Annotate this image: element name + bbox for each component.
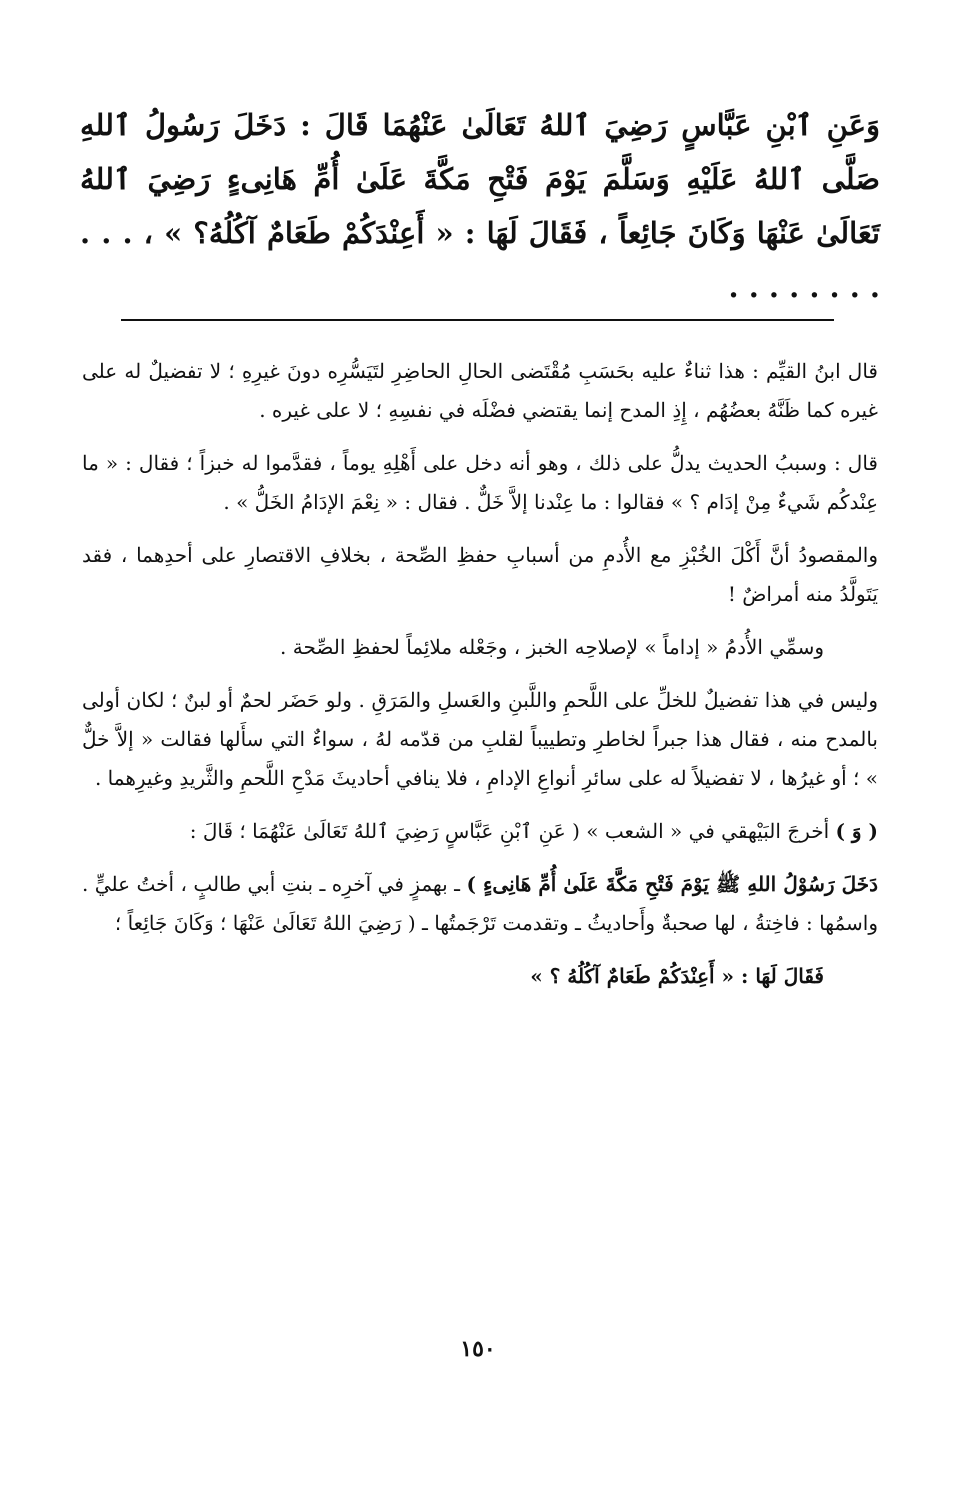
footnote-divider bbox=[121, 319, 834, 321]
sharh-paragraph-2 bbox=[82, 865, 878, 943]
sharh-lead-3: فَقَالَ لَهَا : « أَعِنْدَكُمْ طَعَامٌ آكُلُهُ ؟ » bbox=[530, 964, 824, 988]
sharh-text-2: ـ بهمزٍ في آخرِه ـ بنتِ أبي طالبٍ ، أختُ عليٍّ . واسمُها : فاخِتةُ ، لها صحبةٌ وأَحاديثُ ـ وتقدمت تَرْجَمتُها ـ ( رَضِيَ اللهُ تَعَالَىٰ عَنْهَا ؛ وَكَانَ جَائِعاً ؛ bbox=[82, 872, 878, 935]
sharh-lead-1: ( وَ ) bbox=[835, 819, 878, 843]
sharh-paragraph-3 bbox=[82, 957, 878, 996]
commentary-paragraph-4: وسمِّي الأُدمُ « إداماً » لإصلاحِه الخبز ، وجَعْله ملائِماً لحفظِ الصِّحة . bbox=[280, 635, 824, 659]
page-number: ١٥٠ bbox=[460, 1336, 496, 1362]
hadith-main-text: وَعَنِ ٱبْنِ عَبَّاسٍ رَضِيَ ٱللهُ تَعَالَىٰ عَنْهُمَا قَالَ : دَخَلَ رَسُولُ ٱللهِ صَلَّى ٱللهُ عَلَيْهِ وَسَلَّمَ يَوْمَ فَتْحِ مَكَّةَ عَلَىٰ أُمِّ هَانِىءٍ رَضِيَ ٱللهُ تَعَالَىٰ عَنْهَا وَكَانَ جَائِعاً ، فَقَالَ لَهَا : « أَعِنْدَكُمْ طَعَامٌ آكُلُهُ؟ » ، . . . . . . . . . . . bbox=[80, 108, 880, 304]
sharh-paragraph-1 bbox=[82, 812, 878, 851]
commentary-section bbox=[82, 352, 878, 1010]
commentary-paragraph-1: قال ابنُ القيِّم : هذا ثناءٌ عليه بحَسَبِ مُقْتَضى الحالِ الحاضِرِ لتَيَسُّرِه دونَ غيرِهِ ؛ لا تفضيلٌ له على غيره كما ظَنَّهُ بعضُهُم ، إِذِ المدح إنما يقتضي فضْلَه في نفسِهِ ؛ لا على غيره . bbox=[82, 359, 878, 422]
commentary-paragraph-3: والمقصودُ أنَّ أَكْلَ الخُبْزِ مع الأُدمِ من أسبابِ حفظِ الصِّحة ، بخلافِ الاقتصارِ على أحدِهما ، فقد يَتَولَّدُ منه أمراضٌ ! bbox=[82, 543, 878, 606]
sharh-lead-2: دَخَلَ رَسُوْلُ اللهِ ﷺ يَوْمَ فَتْحِ مَكَّةَ عَلَىٰ أُمِّ هَانِىءٍ ) bbox=[466, 872, 879, 896]
sharh-text-1: أخرجَ البَيْهقي في « الشعب » ( عَنِ ٱبْنِ عَبَّاسٍ رَضِيَ ٱللهُ تَعَالَىٰ عَنْهُمَا ؛ قَالَ : bbox=[189, 819, 830, 843]
commentary-paragraph-5: وليس في هذا تفضيلٌ للخلِّ على اللَّحمِ واللَّبنِ والعَسلِ والمَرَقِ . ولو حَضَر لحمٌ أو لبنٌ ؛ لكان أولى بالمدح منه ، فقال هذا جبراً لخاطرِ وتطييباً لقلبِ من قدّمه لهُ ، سواءٌ التي سأَلها فقالت « إلاَّ خلٌّ » ؛ أو غيرُها ، لا تفضيلاً له على سائرِ أنواعِ الإدامِ ، فلا ينافي أحاديثَ مَدْحِ اللَّحمِ والثَّريدِ وغيرِهما . bbox=[82, 688, 878, 790]
commentary-paragraph-2: قال : وسببُ الحديث يدلُّ على ذلك ، وهو أنه دخل على أَهْلِهِ يوماً ، فقدَّموا له خبزاً ؛ فقال : « ما عِنْدكُم شَيءٌ مِنْ إدَام ؟ » فقالوا : ما عِنْدنا إلاَّ خَلٌّ . فقال : « نِعْمَ الإدَامُ الخَلُّ » . bbox=[82, 451, 878, 514]
